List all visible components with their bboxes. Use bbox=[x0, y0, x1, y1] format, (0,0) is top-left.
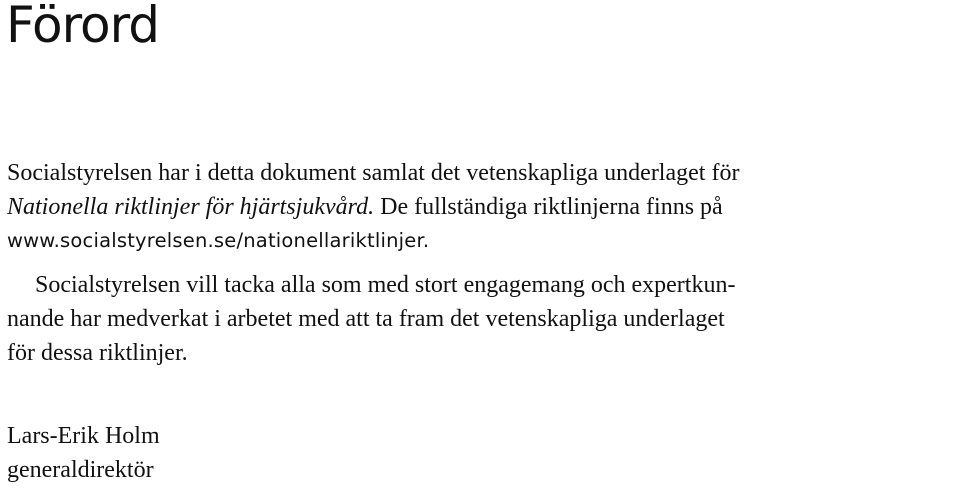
intro-line-2 bbox=[7, 190, 952, 224]
thanks-line-1: Socialstyrelsen vill tacka alla som med stort engagemang och expertkun- bbox=[35, 272, 736, 298]
guideline-title: Nationella riktlinjer för hjärtsjukvård. bbox=[7, 194, 375, 220]
thanks-line-2: nande har medverkat i arbetet med att ta fram det vetenskapliga underlaget bbox=[7, 306, 725, 332]
page-title: Förord bbox=[6, 0, 160, 54]
signature-block bbox=[7, 419, 407, 487]
intro-paragraph bbox=[7, 156, 952, 258]
signature-role: generaldirektör bbox=[7, 457, 154, 483]
thanks-line-3: för dessa riktlinjer. bbox=[7, 340, 188, 366]
guidelines-url: www.socialstyrelsen.se/nationellariktlinjer. bbox=[7, 229, 430, 252]
intro-text-after-title: De fullständiga riktlinjerna finns på bbox=[374, 194, 723, 220]
intro-line-1: Socialstyrelsen har i detta dokument samlat det vetenskapliga underlaget för bbox=[7, 160, 740, 186]
signature-name: Lars-Erik Holm bbox=[7, 423, 160, 449]
thanks-paragraph bbox=[7, 268, 952, 370]
